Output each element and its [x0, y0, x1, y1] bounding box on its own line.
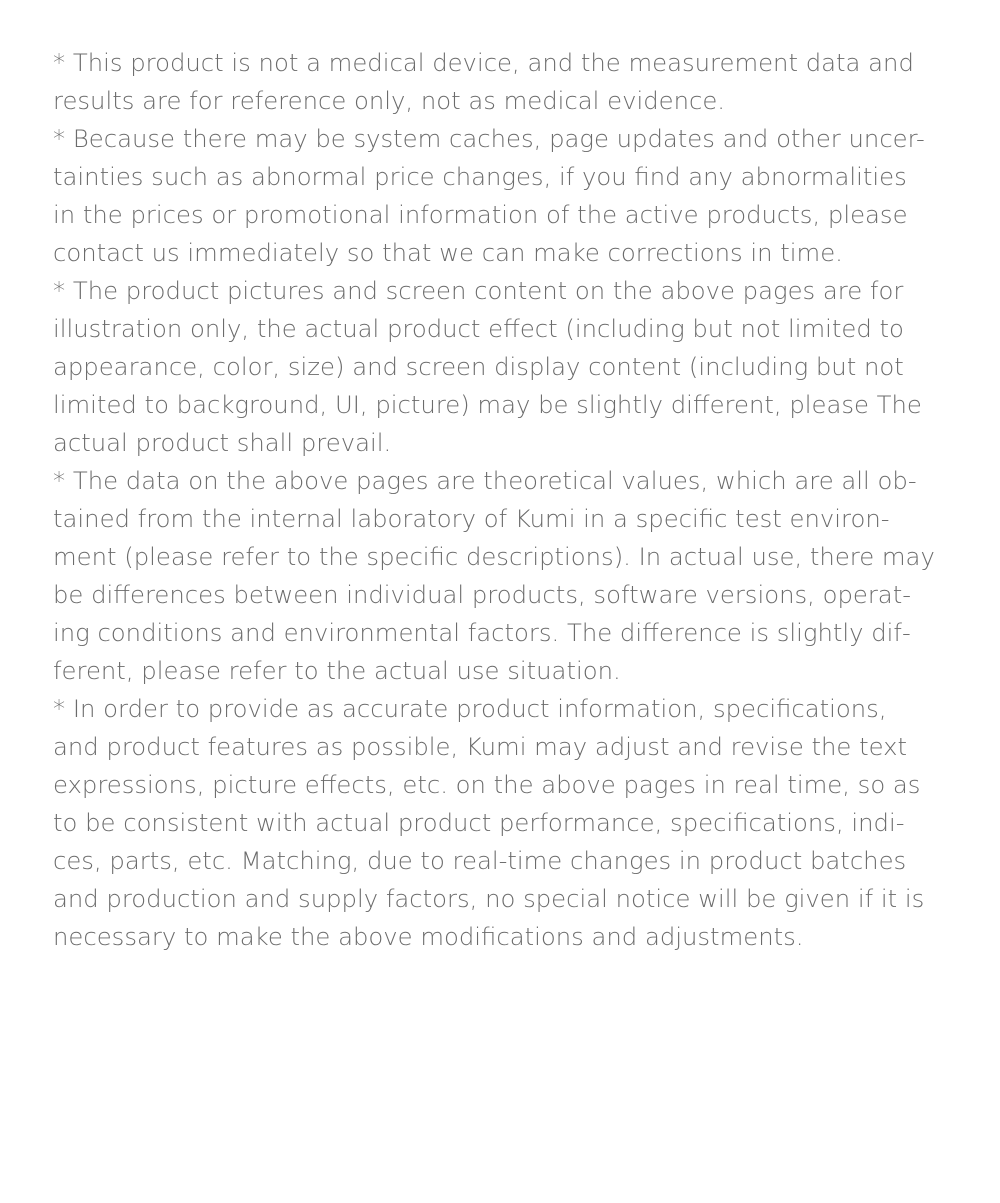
disclaimer-line: and production and supply factors, no special notice will be given if it is — [53, 884, 925, 913]
disclaimer-line: * The product pictures and screen content on the above pages are for — [53, 276, 904, 305]
disclaimer-text-block — [53, 44, 955, 956]
disclaimer-line: ing conditions and environmental factors. The difference is slightly dif- — [53, 618, 911, 647]
disclaimer-line: * The data on the above pages are theoretical values, which are all ob- — [53, 466, 917, 495]
disclaimer-line: * This product is not a medical device, and the measurement data and — [53, 48, 914, 77]
disclaimer-line: ment (please refer to the specific descriptions). In actual use, there may — [53, 542, 935, 571]
disclaimer-line: illustration only, the actual product effect (including but not limited to — [53, 314, 904, 343]
disclaimer-line: tained from the internal laboratory of Kumi in a specific test environ- — [53, 504, 890, 533]
disclaimer-line: actual product shall prevail. — [53, 428, 392, 457]
disclaimer-line: results are for reference only, not as medical evidence. — [53, 86, 726, 115]
disclaimer-line: necessary to make the above modifications and adjustments. — [53, 922, 804, 951]
disclaimer-line: ferent, please refer to the actual use situation. — [53, 656, 621, 685]
disclaimer-line: * Because there may be system caches, page updates and other uncer- — [53, 124, 925, 153]
disclaimer-line: to be consistent with actual product performance, specifications, indi- — [53, 808, 905, 837]
disclaimer-line: and product features as possible, Kumi may adjust and revise the text — [53, 732, 908, 761]
disclaimer-line: contact us immediately so that we can make corrections in time. — [53, 238, 843, 267]
disclaimer-line: appearance, color, size) and screen display content (including but not — [53, 352, 904, 381]
disclaimer-line: expressions, picture effects, etc. on the above pages in real time, so as — [53, 770, 921, 799]
disclaimer-line: tainties such as abnormal price changes, if you find any abnormalities — [53, 162, 907, 191]
disclaimer-line: * In order to provide as accurate product information, specifications, — [53, 694, 887, 723]
disclaimer-line: ces, parts, etc. Matching, due to real-time changes in product batches — [53, 846, 907, 875]
disclaimer-line: be differences between individual products, software versions, operat- — [53, 580, 911, 609]
disclaimer-line: limited to background, UI, picture) may be slightly different, please The — [53, 390, 922, 419]
disclaimer-line: in the prices or promotional information of the active products, please — [53, 200, 908, 229]
